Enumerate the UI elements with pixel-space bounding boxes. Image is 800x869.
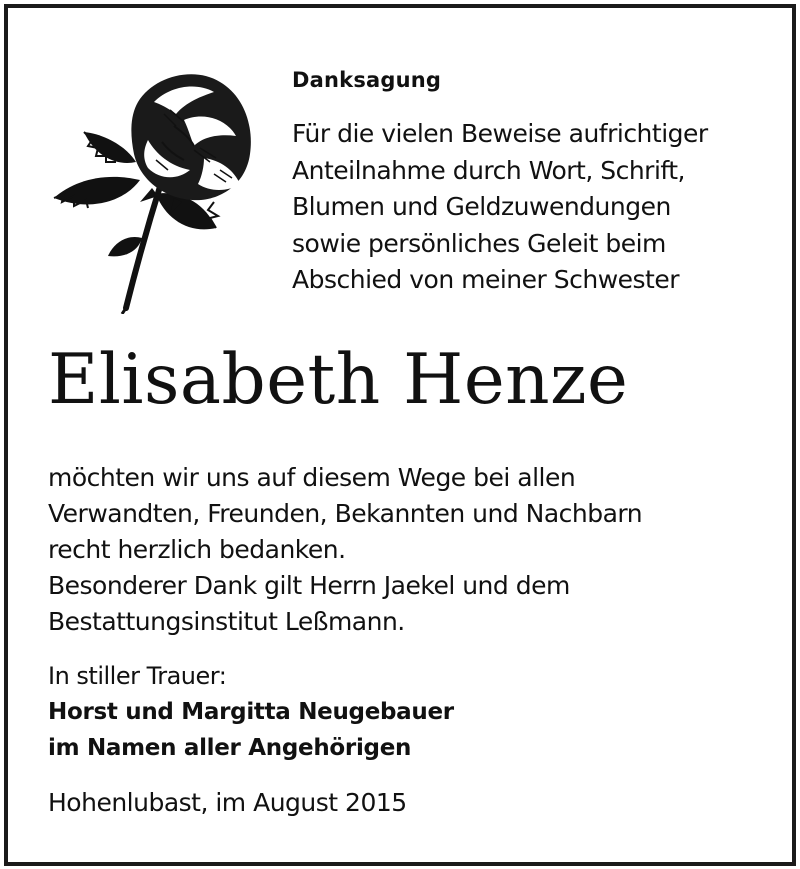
body-line: Besonderer Dank gilt Herrn Jaekel und dem <box>48 571 570 600</box>
intro-text <box>292 116 772 299</box>
relatives-line: im Namen aller Angehörigen <box>48 735 412 761</box>
body-line: Bestattungsinstitut Leßmann. <box>48 607 405 636</box>
obituary-card <box>4 4 796 866</box>
deceased-name: Elisabeth Henze <box>48 340 629 420</box>
intro-line: Abschied von meiner Schwester <box>292 265 680 294</box>
body-line: Verwandten, Freunden, Bekannten und Nachbarn <box>48 499 643 528</box>
intro-line: Anteilnahme durch Wort, Schrift, <box>292 155 686 185</box>
body-line: möchten wir uns auf diesem Wege bei allen <box>48 463 576 492</box>
intro-line: sowie persönliches Geleit beim <box>292 228 666 258</box>
mourning-block <box>48 658 748 766</box>
body-text <box>48 460 778 640</box>
intro-line: Blumen und Geldzuwendungen <box>292 192 671 221</box>
body-line: recht herzlich bedanken. <box>48 535 346 564</box>
place-date: Hohenlubast, im August 2015 <box>48 788 407 817</box>
family-names: Horst und Margitta Neugebauer <box>48 699 454 725</box>
rose-icon <box>44 62 266 314</box>
mourning-label: In stiller Trauer: <box>48 662 227 690</box>
heading: Danksagung <box>292 68 442 92</box>
intro-line: Für die vielen Beweise aufrichtiger <box>292 119 708 148</box>
